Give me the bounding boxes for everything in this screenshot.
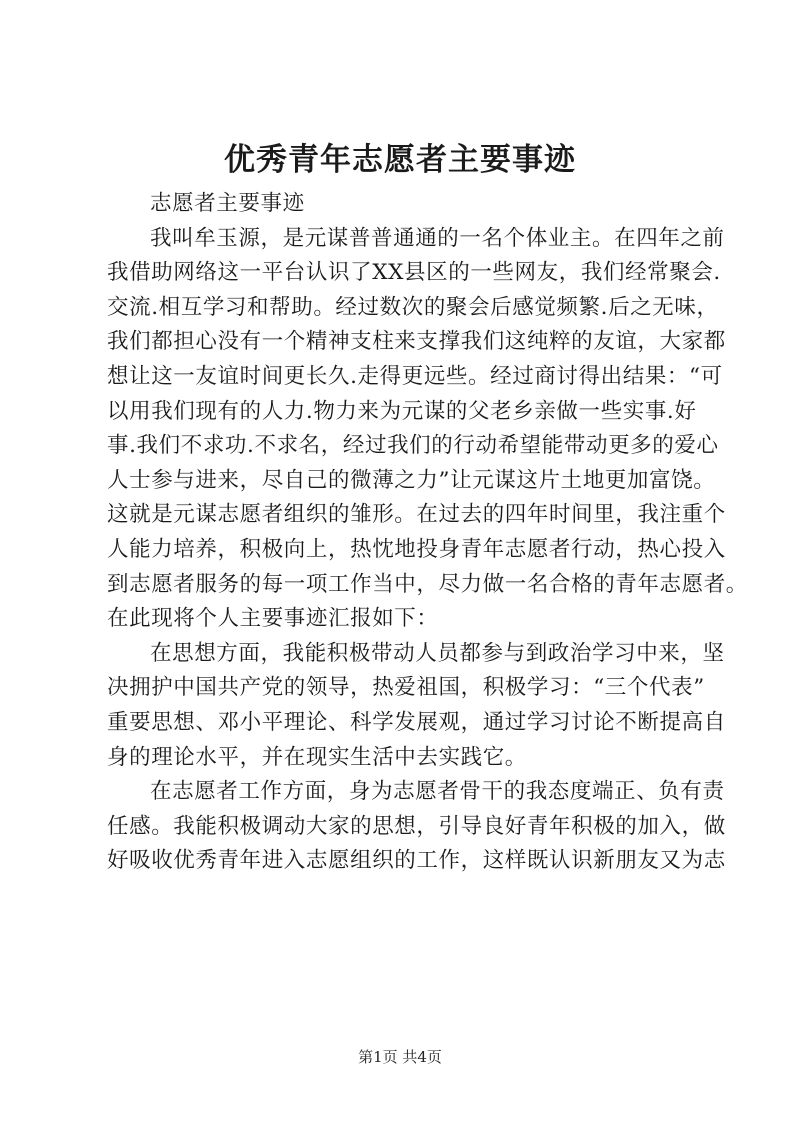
paragraph-line: 在志愿者工作方面，身为志愿者骨干的我态度端正、负有责 <box>150 779 725 805</box>
paragraph-line: 交流.相互学习和帮助。经过数次的聚会后感觉频繁.后之无味， <box>107 294 719 320</box>
paragraph-line: 我叫牟玉源，是元谋普普通通的一名个体业主。在四年之前 <box>150 225 725 251</box>
paragraph-line: 人士参与进来，尽自己的微薄之力”让元谋这片土地更加富饶。 <box>107 467 716 493</box>
paragraph-line: 决拥护中国共产党的领导，热爱祖国，积极学习：“三个代表” <box>107 675 705 701</box>
page-footer: 第1页 共4页 <box>358 1048 442 1066</box>
document-title: 优秀青年志愿者主要事迹 <box>224 142 576 178</box>
section-heading: 志愿者主要事迹 <box>150 191 305 216</box>
paragraph-line: 事.我们不求功.不求名，经过我们的行动希望能带动更多的爱心 <box>107 433 719 459</box>
paragraph-line: 我们都担心没有一个精神支柱来支撑我们这纯粹的友谊，大家都 <box>107 329 726 355</box>
paragraph-line: 我借助网络这一平台认识了XX县区的一些网友，我们经常聚会. <box>107 260 721 286</box>
paragraph-line: 身的理论水平，并在现实生活中去实践它。 <box>107 744 527 770</box>
document-body <box>107 187 748 879</box>
paragraph-line: 到志愿者服务的每一项工作当中，尽力做一名合格的青年志愿者。 <box>107 571 748 597</box>
paragraph-line: 重要思想、邓小平理论、科学发展观，通过学习讨论不断提高自 <box>107 709 726 735</box>
paragraph-line: 这就是元谋志愿者组织的雏形。在过去的四年时间里，我注重个 <box>107 502 726 528</box>
paragraph-line: 任感。我能积极调动大家的思想，引导良好青年积极的加入，做 <box>107 813 726 839</box>
paragraph-line: 在此现将个人主要事迹汇报如下： <box>107 606 439 632</box>
paragraph-line: 在思想方面，我能积极带动人员都参与到政治学习中来，坚 <box>150 640 725 666</box>
paragraph-line: 人能力培养，积极向上，热忱地投身青年志愿者行动，热心投入 <box>107 536 726 562</box>
paragraph-line: 好吸收优秀青年进入志愿组织的工作，这样既认识新朋友又为志 <box>107 848 726 874</box>
paragraph-line: 想让这一友谊时间更长久.走得更远些。经过商讨得出结果：“可 <box>107 363 723 389</box>
paragraph-line: 以用我们现有的人力.物力来为元谋的父老乡亲做一些实事.好 <box>107 398 697 424</box>
